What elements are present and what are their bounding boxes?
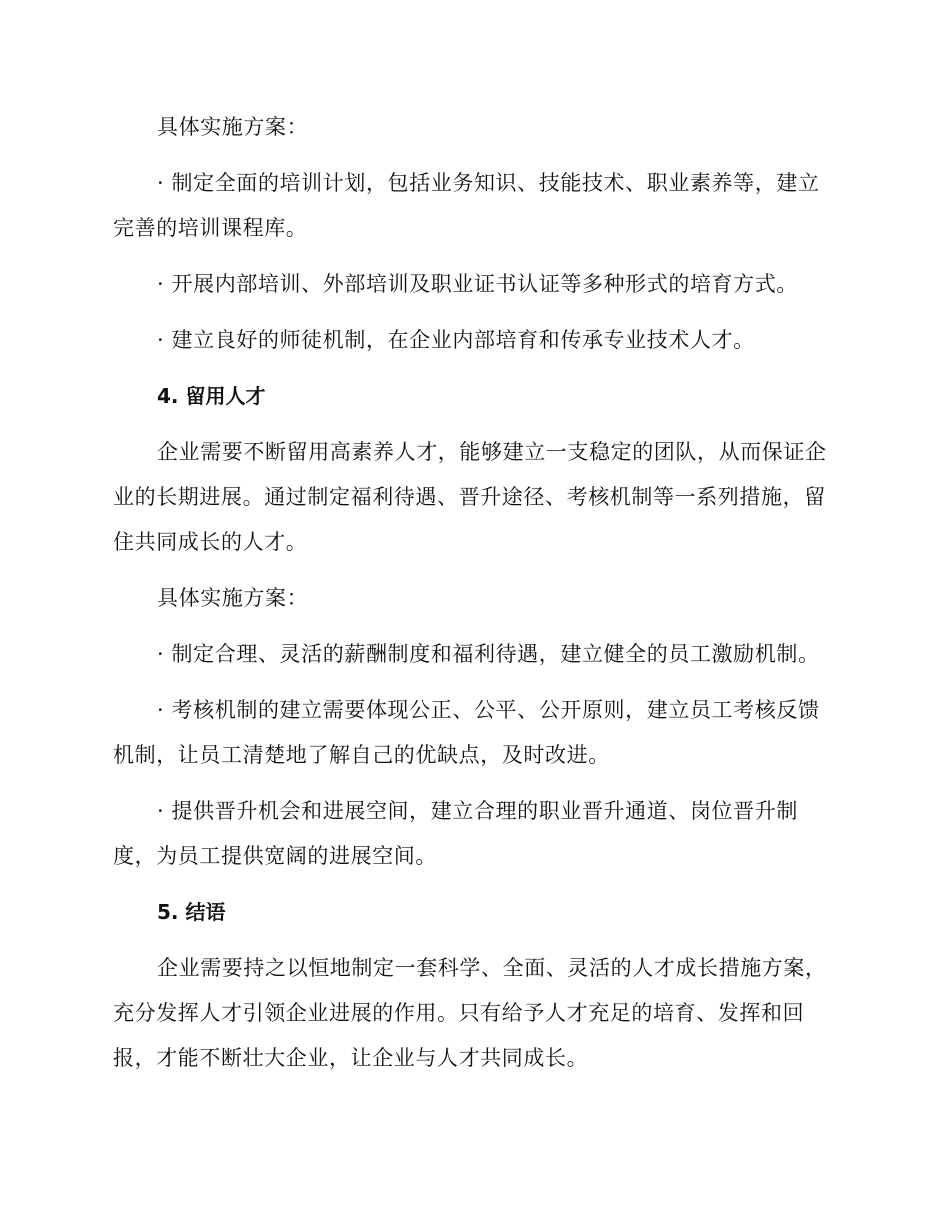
paragraph-implementation-intro-2: 具体实施方案： — [157, 586, 309, 610]
document-body — [113, 105, 833, 1081]
paragraph-implementation-intro-1: 具体实施方案： — [157, 115, 309, 139]
bullet-training-forms: · 开展内部培训、外部培训及职业证书认证等多种形式的培育方式。 — [157, 272, 798, 296]
section-heading-retain-talent: 4. 留用人才 — [157, 384, 266, 408]
bullet-compensation: · 制定合理、灵活的薪酬制度和福利待遇，建立健全的员工激励机制。 — [157, 642, 820, 666]
bullet-training-plan: · 制定全面的培训计划，包括业务知识、技能技术、职业素养等，建立完善的培训课程库。 — [113, 171, 820, 240]
paragraph-retain-talent: 企业需要不断留用高素养人才，能够建立一支稳定的团队，从而保证企业的长期进展。通过制定福利待遇、晋升途径、考核机制等一系列措施，留住共同成长的人才。 — [113, 440, 827, 554]
bullet-promotion: · 提供晋升机会和进展空间，建立合理的职业晋升通道、岗位晋升制度，为员工提供宽阔的进展空间。 — [113, 799, 798, 868]
bullet-mentorship: · 建立良好的师徒机制，在企业内部培育和传承专业技术人才。 — [157, 328, 755, 352]
paragraph-conclusion: 企业需要持之以恒地制定一套科学、全面、灵活的人才成长措施方案，充分发挥人才引领企业进展的作用。只有给予人才充足的培育、发挥和回报，才能不断壮大企业，让企业与人才共同成长。 — [113, 956, 827, 1070]
bullet-assessment: · 考核机制的建立需要体现公正、公平、公开原则，建立员工考核反馈机制，让员工清楚地了解自己的优缺点，及时改进。 — [113, 698, 820, 767]
section-heading-conclusion: 5. 结语 — [157, 900, 226, 924]
